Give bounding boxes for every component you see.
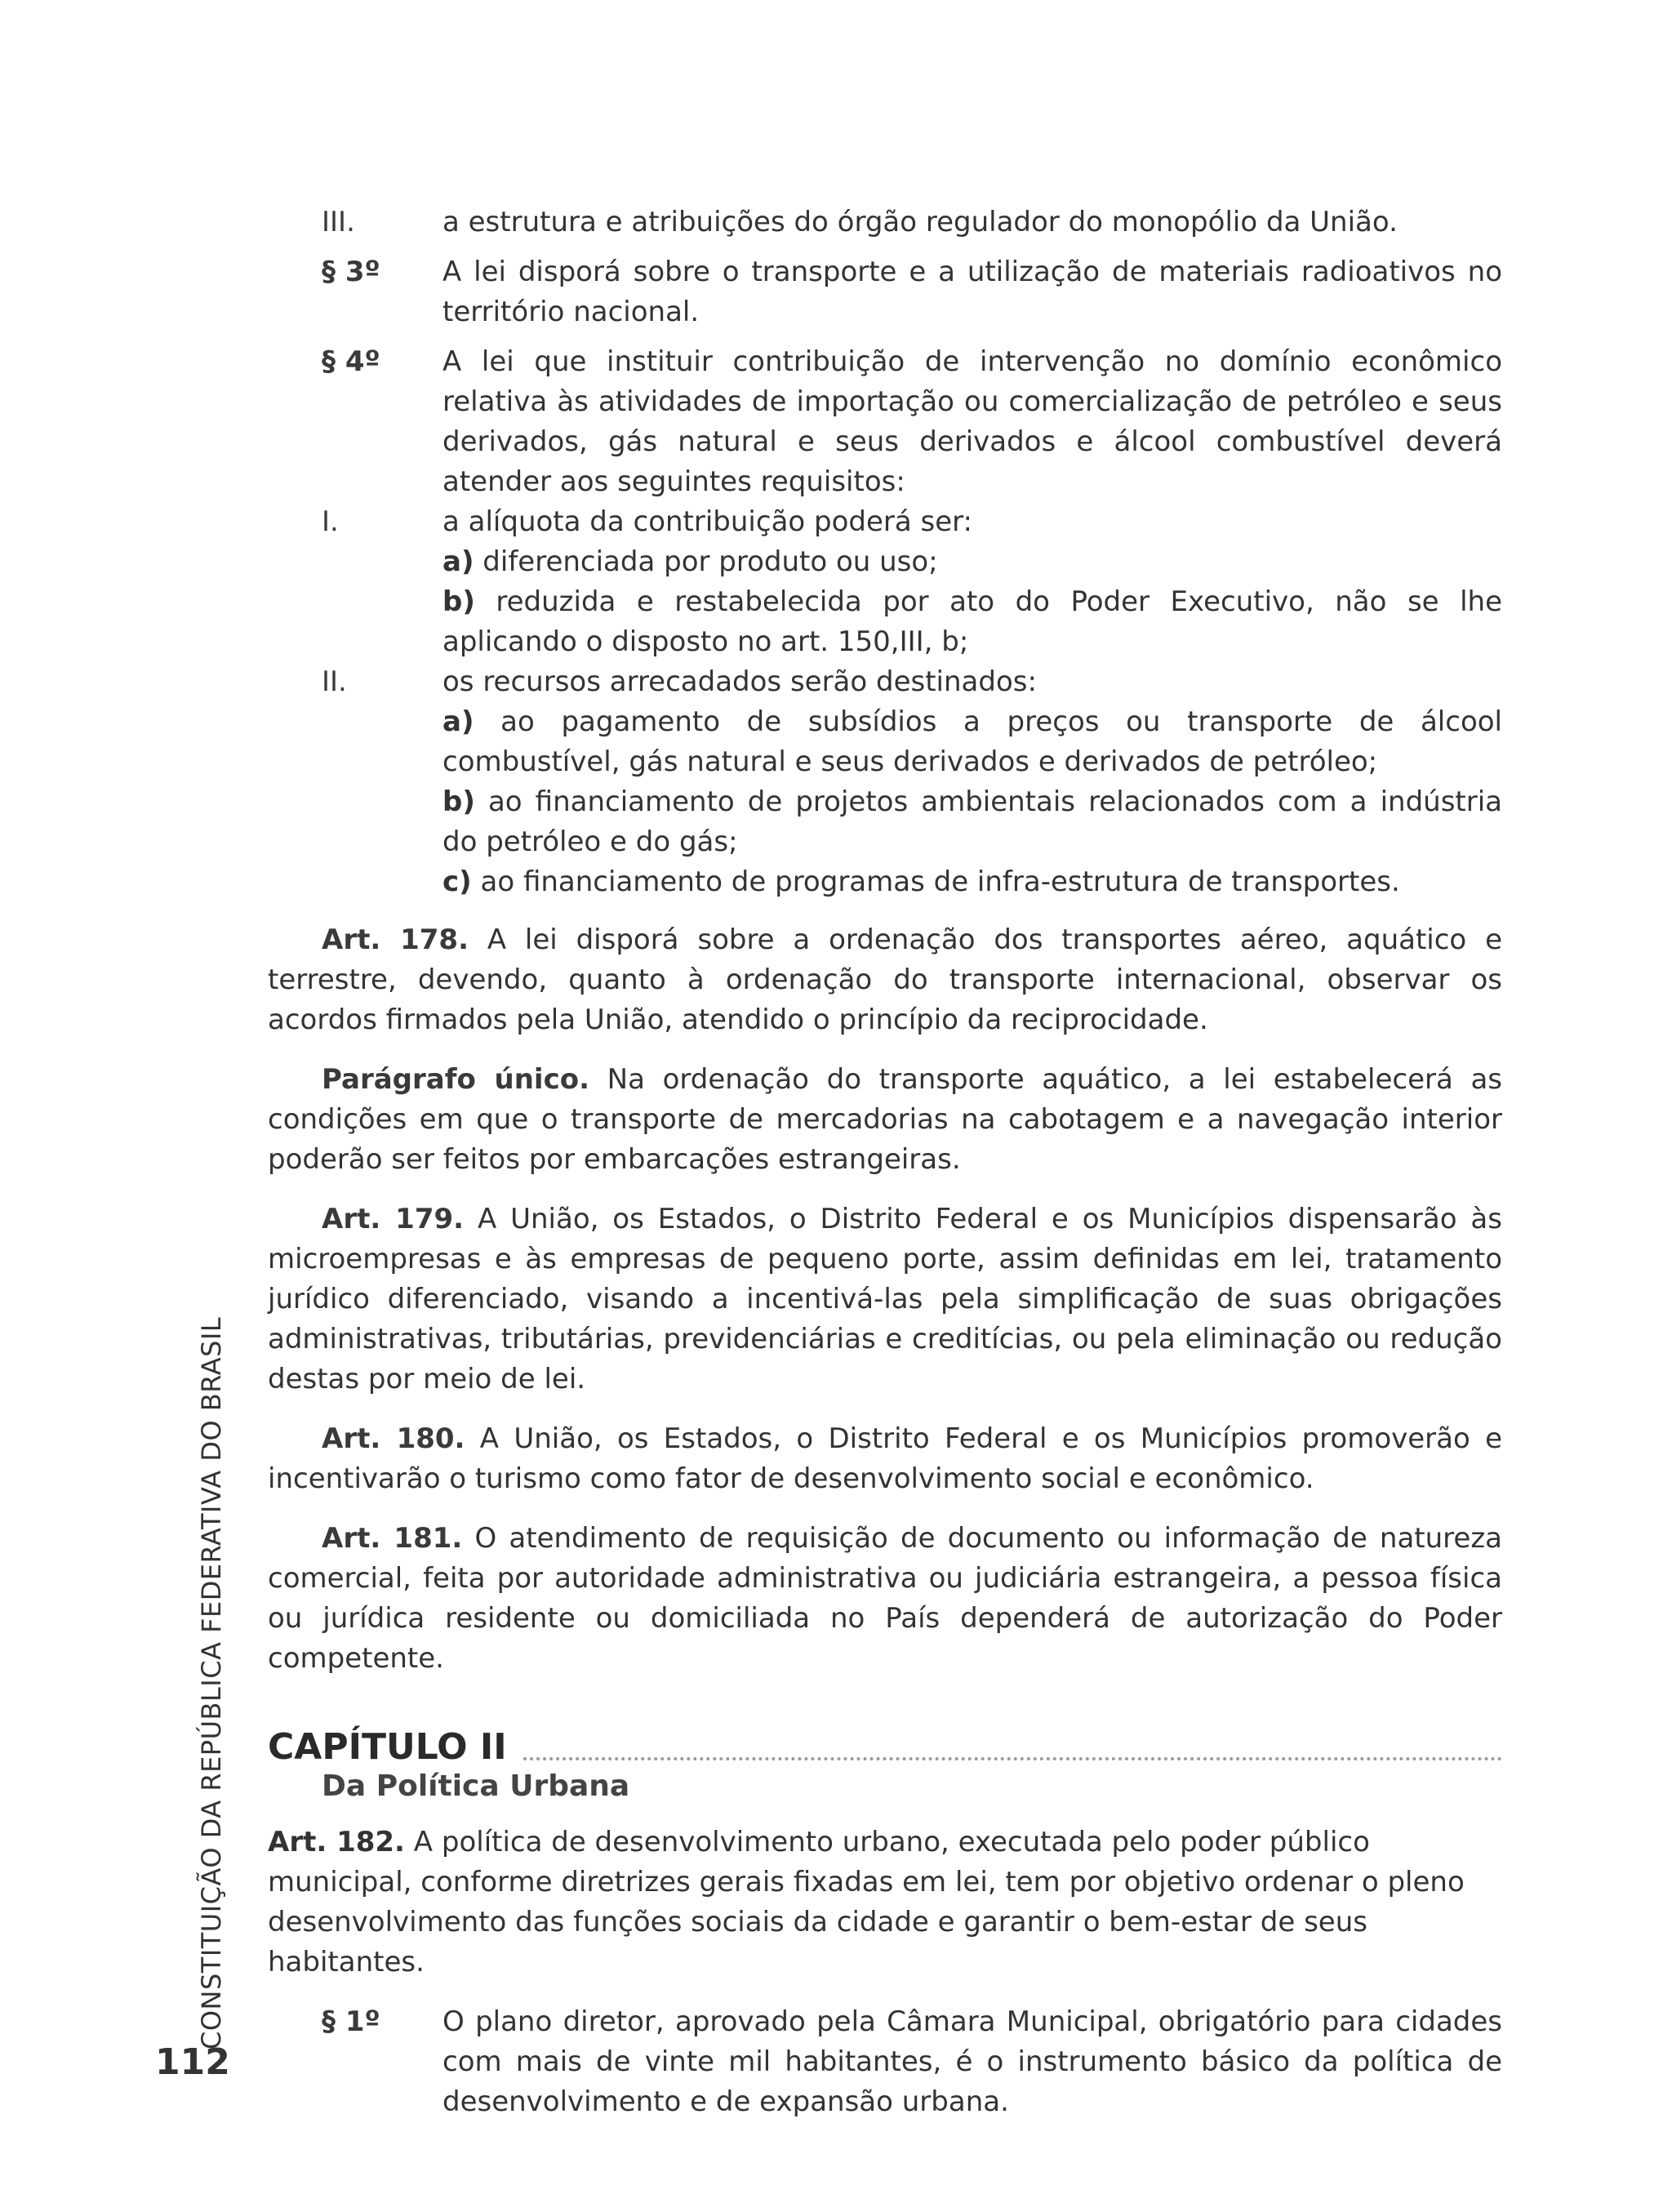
inciso-label: III. xyxy=(322,206,355,238)
article-180 xyxy=(268,1419,1502,1499)
alinea-b xyxy=(442,782,1502,862)
article-text: A União, os Estados, o Distrito Federal e os Municípios dispensarão às microempresas e às empresas de pequeno porte, assim definidas em lei, tratamento jurídico diferenciado, visando a incentivá-las pela simplificação de suas obrigações administrativas, tributárias, previdenciárias e creditícias, ou pela eliminação ou redução destas por meio de lei. xyxy=(268,1203,1502,1395)
alinea-text: diferenciada por produto ou uso; xyxy=(482,545,938,578)
alinea-label: b) xyxy=(442,786,475,818)
inciso-i xyxy=(268,502,1502,662)
page-number: 112 xyxy=(155,2041,230,2083)
article-182 xyxy=(268,1823,1502,1983)
alinea-b xyxy=(442,582,1502,662)
side-running-title: CONSTITUIÇÃO DA REPÚBLICA FEDERATIVA DO BRASIL xyxy=(196,1316,227,2050)
paragraph-text: A lei que instituir contribuição de intervenção no domínio econômico relativa às atividades de importação ou comercialização de petróleo e seus derivados, gás natural e seus derivados e álcool combustível deverá atender aos seguintes requisitos: xyxy=(442,345,1502,498)
alinea-text: ao financiamento de programas de infra-estrutura de transportes. xyxy=(480,866,1400,898)
paragraph-label: § 4º xyxy=(322,345,380,378)
chapter-heading xyxy=(268,1728,1502,1767)
art182-paragraph-1 xyxy=(268,2002,1502,2122)
article-178 xyxy=(268,920,1502,1040)
paragraph-3 xyxy=(268,252,1502,332)
alinea-c xyxy=(442,862,1502,902)
article-label: Art. 181. xyxy=(322,1522,463,1555)
article-label: Art. 180. xyxy=(322,1422,465,1455)
inciso-label: I. xyxy=(322,505,339,538)
alinea-a xyxy=(442,702,1502,782)
inciso-label: II. xyxy=(322,665,347,698)
paragraph-label: § 1º xyxy=(322,2005,380,2038)
inciso-text: os recursos arrecadados serão destinados: xyxy=(442,665,1037,698)
article-179 xyxy=(268,1199,1502,1400)
chapter-subtitle: Da Política Urbana xyxy=(322,1769,630,1803)
alinea-label: b) xyxy=(442,585,475,618)
alinea-text: reduzida e restabelecida por ato do Poder Executivo, não se lhe aplicando o disposto no art. 150,III, b; xyxy=(442,585,1502,658)
alinea-text: ao financiamento de projetos ambientais relacionados com a indústria do petróleo e do gás; xyxy=(442,786,1503,858)
article-label: Art. 178. xyxy=(322,924,469,956)
inciso-text: a alíquota da contribuição poderá ser: xyxy=(442,505,972,538)
inciso-ii xyxy=(268,662,1502,902)
article-text: A lei disporá sobre a ordenação dos transportes aéreo, aquático e terrestre, devendo, quanto à ordenação do transporte internacional, observar os acordos firmados pela União, atendido o princípio da reciprocidade. xyxy=(268,924,1502,1036)
inciso-text: a estrutura e atribuições do órgão regulador do monopólio da União. xyxy=(442,206,1398,238)
alinea-label: a) xyxy=(442,705,474,738)
document-body xyxy=(268,203,1502,2122)
article-label: Art. 179. xyxy=(322,1203,465,1235)
paragraph-text: A lei disporá sobre o transporte e a utilização de materiais radioativos no território nacional. xyxy=(442,256,1502,328)
article-label: Art. 182. xyxy=(268,1826,405,1858)
alinea-a xyxy=(442,542,1502,582)
chapter-title: CAPÍTULO II xyxy=(268,1726,507,1768)
inciso-iii xyxy=(268,203,1502,243)
article-text: A política de desenvolvimento urbano, executada pelo poder público municipal, conforme diretrizes gerais fixadas em lei, tem por objetivo ordenar o pleno desenvolvimento das funções sociais da cidade e garantir o bem-estar de seus habitantes. xyxy=(268,1826,1465,1978)
article-181 xyxy=(268,1519,1502,1679)
paragraph-4 xyxy=(268,342,1502,502)
paragraph-text: O plano diretor, aprovado pela Câmara Municipal, obrigatório para cidades com mais de vinte mil habitantes, é o instrumento básico da política de desenvolvimento e de expansão urbana. xyxy=(442,2005,1502,2118)
paragraph-label: § 3º xyxy=(322,256,380,288)
article-text: A União, os Estados, o Distrito Federal e os Municípios promoverão e incentivarão o turismo como fator de desenvolvimento social e econômico. xyxy=(268,1422,1503,1495)
dotted-leader xyxy=(523,1757,1502,1760)
alinea-text: ao pagamento de subsídios a preços ou transporte de álcool combustível, gás natural e seus derivados e derivados de petróleo; xyxy=(442,705,1502,778)
alinea-label: c) xyxy=(442,866,472,898)
paragrafo-unico xyxy=(268,1060,1502,1180)
article-text: O atendimento de requisição de documento ou informação de natureza comercial, feita por autoridade administrativa ou judiciária estrangeira, a pessoa física ou jurídica residente ou domiciliada no País dependerá de autorização do Poder competente. xyxy=(268,1522,1502,1675)
paragraph-text: Na ordenação do transporte aquático, a lei estabelecerá as condições em que o transporte de mercadorias na cabotagem e a navegação interior poderão ser feitos por embarcações estrangeiras. xyxy=(268,1063,1502,1176)
alinea-label: a) xyxy=(442,545,474,578)
paragraph-label: Parágrafo único. xyxy=(322,1063,590,1096)
